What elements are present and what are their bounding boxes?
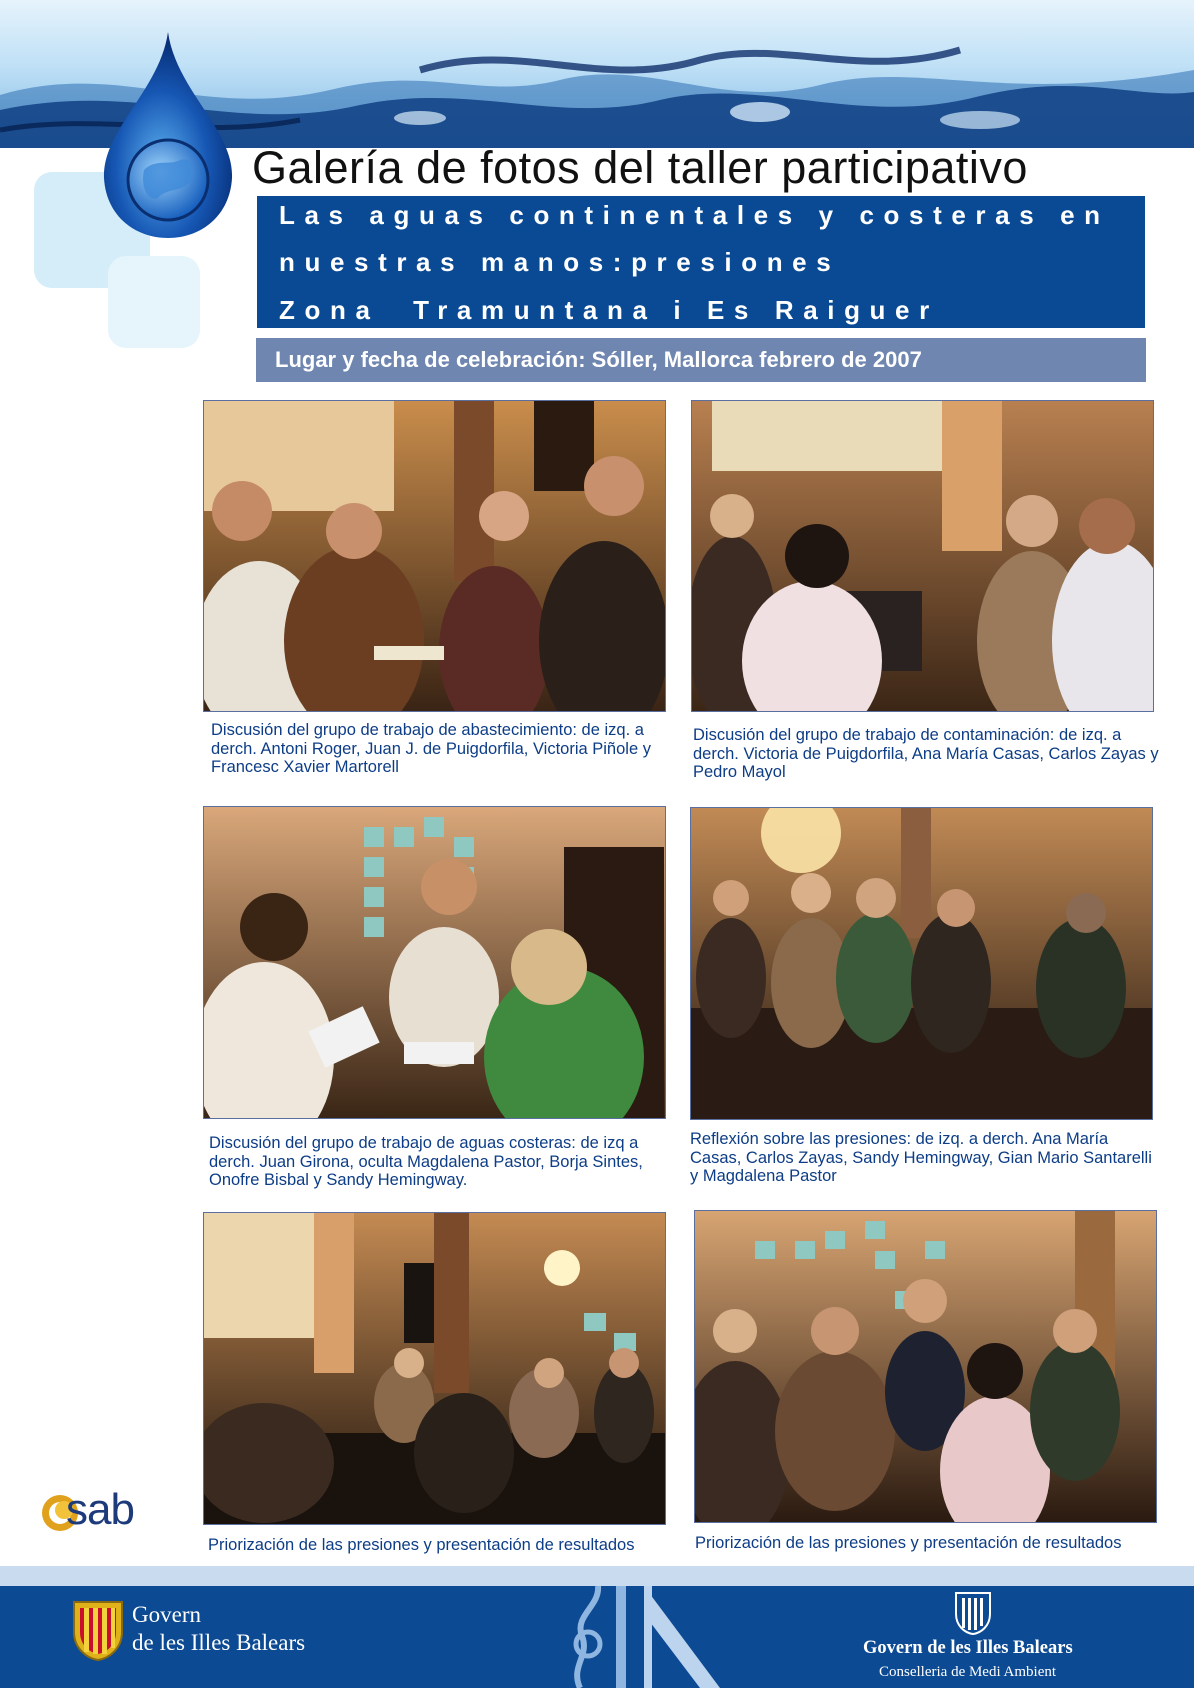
conselleria-label: Conselleria de Medi Ambient (879, 1664, 1057, 1680)
subtitle-line: Zona Tramuntana i Es Raiguer (279, 295, 939, 325)
subtitle-line: Las aguas continentales y costeras en (279, 200, 1110, 230)
photo-caption: Reflexión sobre las presiones: de izq. a derch. Ana María Casas, Carlos Zayas, Sandy Hemingway, Gian Mario Santarelli y Magdalena Pastor (690, 1130, 1152, 1185)
workshop-photo (203, 806, 666, 1119)
balearic-crest-icon (953, 1590, 993, 1641)
govern-logo-line1: Govern (132, 1602, 201, 1627)
sab-logo (38, 1480, 148, 1540)
workshop-photo (694, 1210, 1157, 1523)
water-drop-globe-icon (100, 30, 236, 245)
sab-logo-text: sab (66, 1485, 134, 1534)
photo-caption: Discusión del grupo de trabajo de abastecimiento: de izq. a derch. Antoni Roger, Juan J. de Puigdorfila, Victoria Piñole y Francesc Xavier Martorell (211, 721, 651, 776)
page-title: Galería de fotos del taller participativo (252, 142, 1028, 193)
workshop-photo (691, 400, 1154, 712)
footer (0, 1586, 1194, 1688)
govern-logo-line2: de les Illes Balears (132, 1630, 306, 1655)
workshop-photo (203, 400, 666, 712)
decorative-square (108, 256, 200, 348)
govern-logo-title: Govern de les Illes Balears (863, 1638, 1073, 1658)
place-date-box (256, 338, 1146, 382)
workshop-subtitle-box (257, 196, 1145, 328)
place-date-text: Lugar y fecha de celebración: Sóller, Mallorca febrero de 2007 (275, 347, 922, 372)
workshop-photo (690, 807, 1153, 1120)
photo-caption: Discusión del grupo de trabajo de aguas costeras: de izq a derch. Juan Girona, oculta Magdalena Pastor, Borja Sintes, Onofre Bisbal y Sandy Hemingway. (209, 1134, 643, 1189)
center-emblem-icon (560, 1586, 730, 1693)
workshop-photo (203, 1212, 666, 1525)
photo-caption: Priorización de las presiones y presentación de resultados (695, 1534, 1122, 1552)
photo-caption: Discusión del grupo de trabajo de contaminación: de izq. a derch. Victoria de Puigdorfila, Ana María Casas, Carlos Zayas y Pedro Mayol (693, 726, 1159, 781)
subtitle-line: nuestras manos:presiones (279, 247, 841, 277)
footer-strip (0, 1566, 1194, 1586)
balearic-crest-icon (70, 1598, 126, 1667)
photo-caption: Priorización de las presiones y presentación de resultados (208, 1536, 635, 1554)
